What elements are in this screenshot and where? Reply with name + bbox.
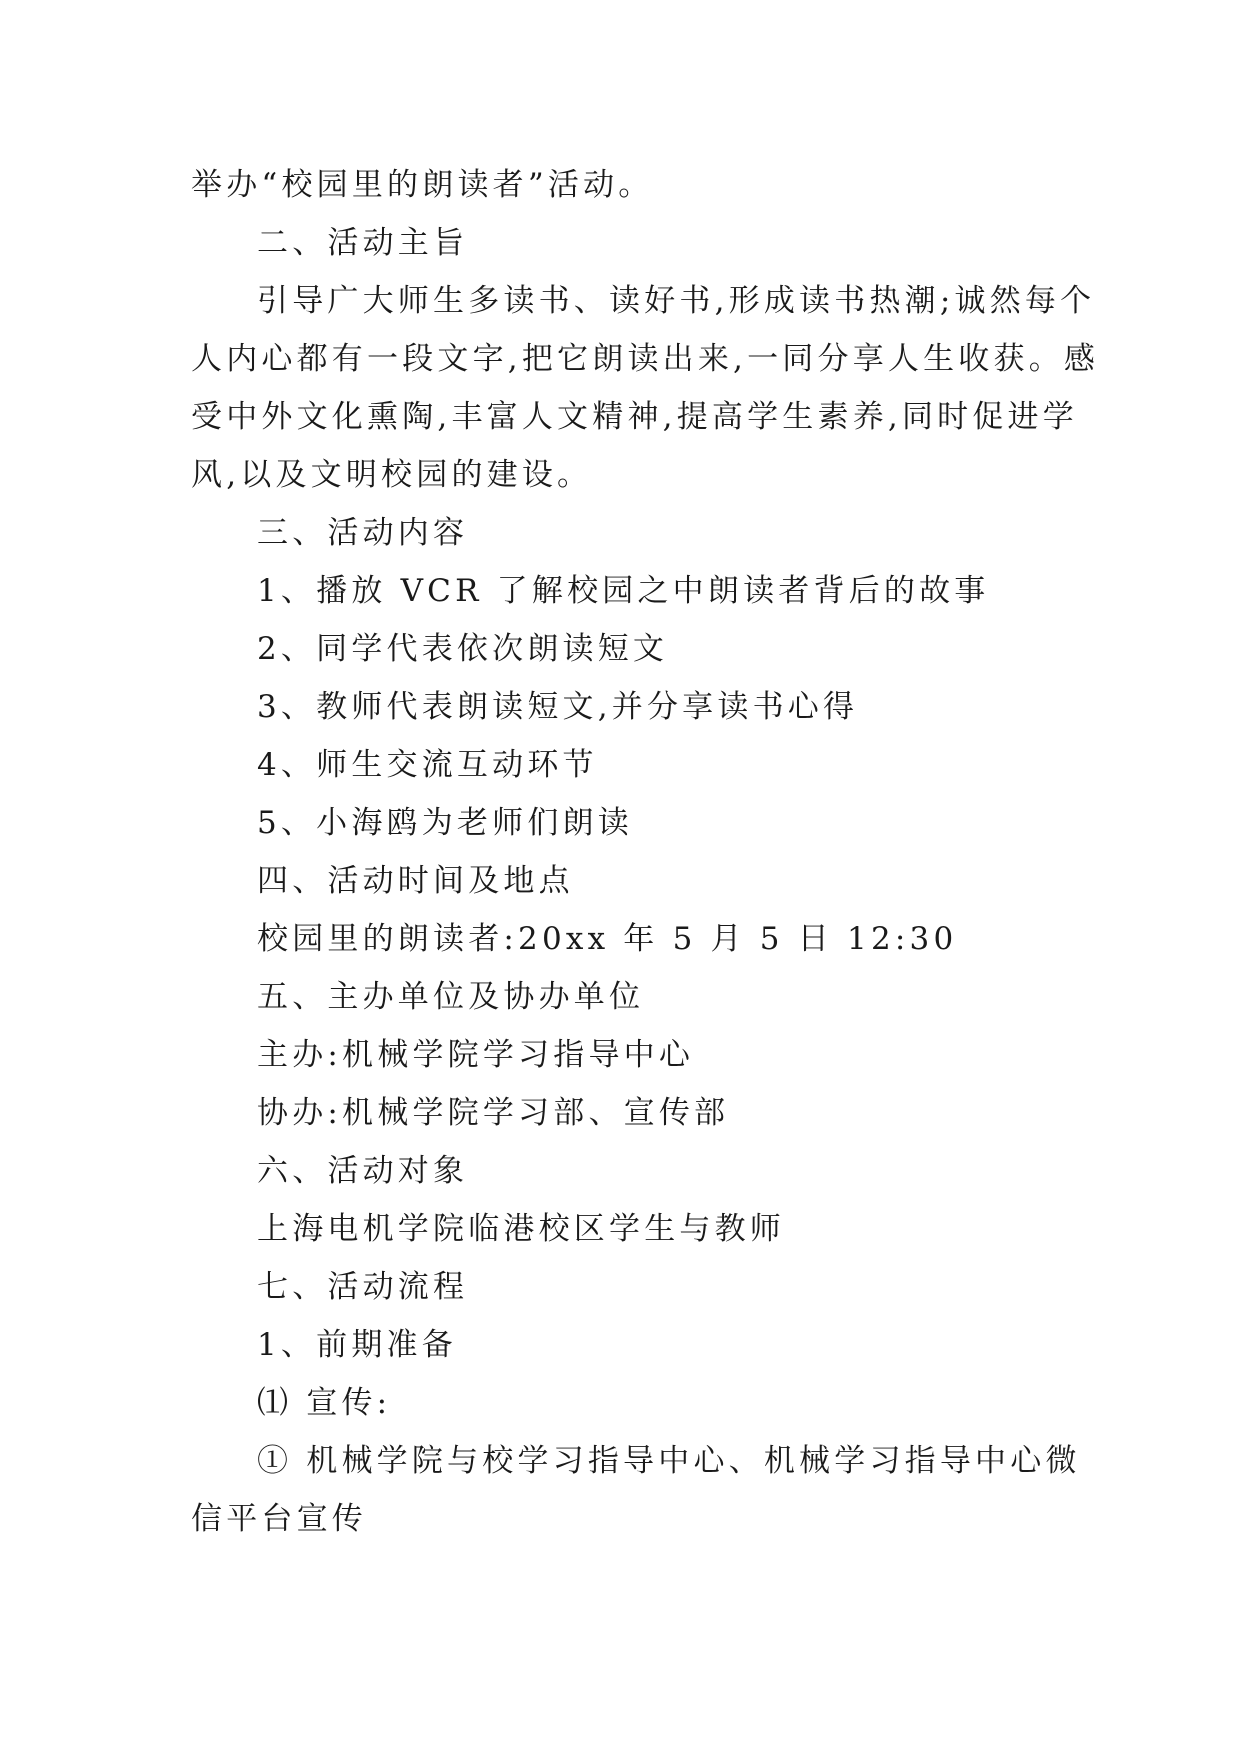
paragraph-audience xyxy=(191,1200,1053,1258)
text-line: ⑴ 宣传: xyxy=(257,1385,392,1421)
text-line: 五、主办单位及协办单位 xyxy=(257,979,645,1015)
list-item xyxy=(191,794,1053,852)
document-body xyxy=(191,156,1100,1548)
paragraph-intro xyxy=(191,156,1053,214)
paragraph-purpose xyxy=(191,272,1100,504)
list-item xyxy=(191,678,1053,736)
text-line: 三、活动内容 xyxy=(257,515,469,551)
text-line: 六、活动对象 xyxy=(257,1153,469,1189)
section-heading-organizers xyxy=(191,968,1053,1026)
list-item xyxy=(191,736,1053,794)
section-heading-content xyxy=(191,504,1053,562)
list-item xyxy=(191,620,1053,678)
list-item xyxy=(191,562,1053,620)
text-line: 校园里的朗读者:20xx 年 5 月 5 日 12:30 xyxy=(257,921,958,957)
text-line: 受中外文化熏陶,丰富人文精神,提高学生素养,同时促进学 xyxy=(191,399,1078,435)
text-line: 引导广大师生多读书、读好书,形成读书热潮;诚然每个 xyxy=(257,283,1096,319)
text-line: 上海电机学院临港校区学生与教师 xyxy=(257,1211,785,1247)
text-line: 信平台宣传 xyxy=(191,1501,367,1537)
paragraph-host xyxy=(191,1026,1053,1084)
text-line: 四、活动时间及地点 xyxy=(257,863,574,899)
section-heading-purpose xyxy=(191,214,1053,272)
text-line: 二、活动主旨 xyxy=(257,225,469,261)
subsection-heading-publicity xyxy=(191,1374,1053,1432)
text-line: 举办“校园里的朗读者”活动。 xyxy=(191,167,654,203)
paragraph-time xyxy=(191,910,1053,968)
paragraph-publicity-item xyxy=(191,1432,1081,1548)
section-heading-audience xyxy=(191,1142,1053,1200)
paragraph-co-host xyxy=(191,1084,1053,1142)
text-line: 3、教师代表朗读短文,并分享读书心得 xyxy=(257,689,859,725)
text-line: 5、小海鸥为老师们朗读 xyxy=(257,805,633,841)
text-line: 人内心都有一段文字,把它朗读出来,一同分享人生收获。感 xyxy=(191,341,1100,377)
text-line: 1、前期准备 xyxy=(257,1327,457,1363)
text-line: 主办:机械学院学习指导中心 xyxy=(257,1037,695,1073)
text-line: 4、师生交流互动环节 xyxy=(257,747,598,783)
text-line: 风,以及文明校园的建设。 xyxy=(191,457,593,493)
text-line: 七、活动流程 xyxy=(257,1269,469,1305)
text-line: 2、同学代表依次朗读短文 xyxy=(257,631,669,667)
text-line: 1、播放 VCR 了解校园之中朗读者背后的故事 xyxy=(257,573,990,609)
section-heading-time-place xyxy=(191,852,1053,910)
section-heading-process xyxy=(191,1258,1053,1316)
text-line: ① 机械学院与校学习指导中心、机械学习指导中心微 xyxy=(257,1443,1081,1479)
text-line: 协办:机械学院学习部、宣传部 xyxy=(257,1095,730,1131)
subsection-heading-preparation xyxy=(191,1316,1053,1374)
